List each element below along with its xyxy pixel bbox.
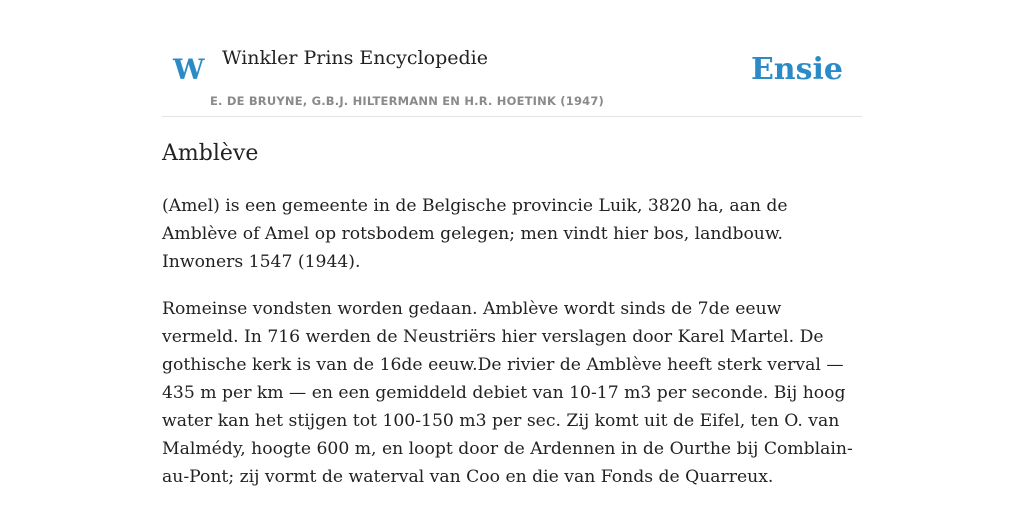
article: [162, 138, 862, 491]
header: [162, 0, 862, 117]
publication-authors: E. DE BRUYNE, G.B.J. HILTERMANN EN H.R. HOETINK (1947): [210, 94, 605, 108]
article-paragraph-1: (Amel) is een gemeente in de Belgische provincie Luik, 3820 ha, aan de Amblève of Amel op rotsbodem gelegen; men vindt hier bos, landbouw. Inwoners 1547 (1944).: [162, 196, 788, 272]
publication-title[interactable]: Winkler Prins Encyclopedie: [222, 47, 488, 69]
article-paragraph-2: Romeinse vondsten worden gedaan. Amblève wordt sinds de 7de eeuw vermeld. In 716 werden de Neustriërs hier verslagen door Karel Martel. De gothische kerk is van de 16de eeuw.De rivier de Amblève heeft sterk verval — 435 m per km — en een gemiddeld debiet van 10-17 m3 per seconde. Bij hoog water kan het stijgen tot 100-150 m3 per sec. Zij komt uit de Eifel, ten O. van Malmédy, hoogte 600 m, en loopt door de Ardennen in de Ourthe bij Comblain-au-Pont; zij vormt de waterval van Coo en die van Fonds de Quarreux.: [162, 299, 853, 487]
winkler-prins-logo[interactable]: W: [173, 53, 205, 86]
ensie-logo[interactable]: Ensie: [750, 52, 843, 87]
article-title: Amblève: [162, 141, 259, 166]
